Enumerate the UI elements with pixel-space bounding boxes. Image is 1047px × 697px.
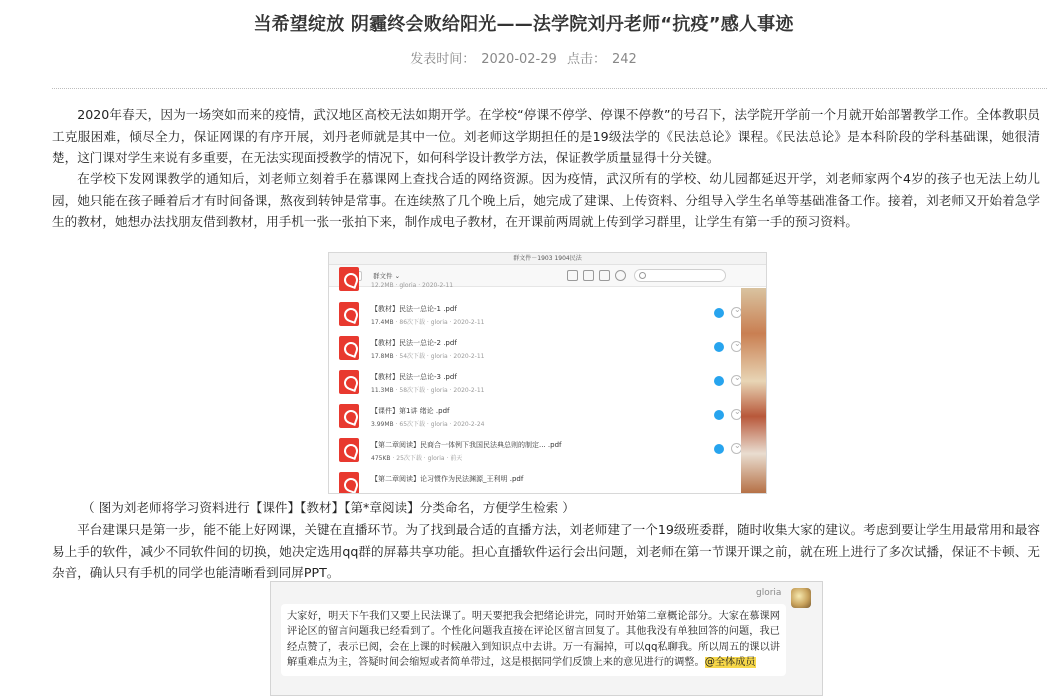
sender-name: gloria: [756, 588, 782, 598]
mention-all: @全体成员: [704, 656, 756, 668]
file-name: 【教材】民法一总论-3 .pdf: [371, 373, 457, 381]
file-info: · 25次下载 · gloria · 前天: [392, 455, 463, 462]
file-name: 【第二章阅读】论习惯作为民法渊源_王利明 .pdf: [371, 475, 524, 483]
sender-avatar: [791, 588, 811, 608]
file-size: 17.8MB: [371, 353, 394, 360]
download-icon: [714, 376, 724, 386]
file-size: 475KB: [371, 455, 391, 462]
file-meta: 12.2MB · gloria · 2020-2-11: [371, 282, 454, 289]
file-name: 【教材】民法一总论-1 .pdf: [371, 305, 457, 313]
pdf-icon: [339, 336, 359, 360]
pdf-icon: [339, 267, 359, 291]
file-size: 17.4MB: [371, 319, 394, 326]
paragraph-2: 在学校下发网课教学的通知后，刘老师立刻着手在慕课网上查找合适的网络资源。因为疫情，武汉所有的学校、幼儿园都延迟开学，刘老师家两个4岁的孩子也无法上幼儿园，她只能在孩子睡着后才有时间备课，熬夜到转钟是常事。在连续熬了几个晚上后，她完成了建课、上传资料、分组导入学生名单等基础准备工作。接着，刘老师又开始着急学生的教材，她想办法找朋友借到教材，用手机一张一张拍下来，制作成电子教材，在开课前两周就上传到学习群里，让学生有第一手的预习资料。: [52, 171, 1040, 229]
file-row-partial: [329, 262, 741, 295]
file-meta: [371, 351, 484, 360]
breadcrumb: 群文件 ⌄: [373, 272, 401, 280]
paragraph-3: 平台建课只是第一步，能不能上好网课，关键在直播环节。为了找到最合适的直播方法，刘老师建了一个19级班委群，随时收集大家的建议。考虑到要让学生用最常用和最容易上手的软件，减少不同软件间的切换，她决定选用qq群的屏幕共享功能。担心直播软件运行会出问题，刘老师在第一节课开课之前，就在班上进行了多次试播，保证不卡顿、无杂音，确认只有手机的同学也能清晰看到同屏PPT。: [52, 522, 1040, 580]
views-label: 点击：: [566, 52, 606, 67]
file-browser-screenshot: [328, 252, 767, 494]
file-name: 【课件】第1讲 绪论 .pdf: [371, 407, 450, 415]
download-icon: [714, 308, 724, 318]
file-row: [329, 365, 741, 398]
file-list: [329, 282, 741, 494]
paragraph-1: 2020年春天，因为一场突如而来的疫情，武汉地区高校无法如期开学。在学校“停课不停学、停课不停教”的号召下，法学院开学前一个月就开始部署教学工作。全体教职员工克服困难，倾尽全力，保证网课的有序开展，刘丹老师就是其中一位。刘老师这学期担任的是19级法学的《民法总论》课程。《民法总论》是本科阶段的学科基础课，她很清楚，这门课对学生来说有多重要，在无法实现面授教学的情况下，如何科学设计教学方法，保证教学质量显得十分关键。: [52, 107, 1040, 165]
file-info: · 58次下载 · gloria · 2020-2-11: [395, 387, 485, 394]
file-meta: [371, 317, 484, 326]
download-icon: [714, 410, 724, 420]
download-icon: [714, 444, 724, 454]
file-size: 11.3MB: [371, 387, 394, 394]
file-info: · 65次下载 · gloria · 2020-2-24: [395, 421, 485, 428]
file-meta: [371, 385, 484, 394]
article-title: 当希望绽放 阴霾终会败给阳光——法学院刘丹老师“抗疫”感人事迹: [253, 14, 794, 35]
file-meta: [371, 419, 484, 428]
article-meta: [0, 48, 1047, 67]
published-label: 发表时间：: [410, 52, 476, 67]
pdf-icon: [339, 438, 359, 462]
pdf-icon: [339, 370, 359, 394]
published-date: 2020-02-29: [481, 52, 557, 67]
side-photo-strip: [741, 288, 767, 494]
download-icon: [714, 342, 724, 352]
file-info: · 54次下载 · gloria · 2020-2-11: [395, 353, 485, 360]
file-row: [329, 467, 741, 494]
views-count: 242: [611, 52, 637, 67]
file-row: [329, 297, 741, 330]
pdf-icon: [339, 404, 359, 428]
image-caption: （ 图为刘老师将学习资料进行【课件】【教材】【第*章阅读】分类命名，方便学生检索 ）: [82, 500, 575, 515]
file-meta: [371, 453, 462, 462]
pdf-icon: [339, 302, 359, 326]
window-title: 群文件－1903 1904民法: [329, 253, 766, 265]
file-size: 3.99MB: [371, 421, 394, 428]
chat-screenshot: [270, 581, 823, 696]
file-row: [329, 433, 741, 466]
pdf-icon: [339, 472, 359, 494]
file-name: 【第二章阅读】民商合一体例下我国民法典总则的制定... .pdf: [371, 441, 562, 449]
file-name: 【教材】民法一总论-2 .pdf: [371, 339, 457, 347]
file-row: [329, 399, 741, 432]
title-divider: [52, 88, 1047, 89]
chat-message: 大家好，明天下午我们又要上民法课了。明天要把我会把绪论讲完，同时开始第二章概论部分。大家在慕课网评论区的留言问题我已经看到了。个性化问题我直接在评论区留言回复了。其他我没有单独回答的问题，我已经点赞了，表示已阅，会在上课的时候融入到知识点中去讲。万一有漏掉，可以qq私聊我。所以周五的课以讲解重难点为主，答疑时间会缩短或者简单带过，这是根据同学们反馈上来的意见进行的调整。: [287, 611, 780, 668]
file-info: · 86次下载 · gloria · 2020-2-11: [395, 319, 485, 326]
file-row: [329, 331, 741, 364]
chat-bubble: [281, 604, 786, 676]
